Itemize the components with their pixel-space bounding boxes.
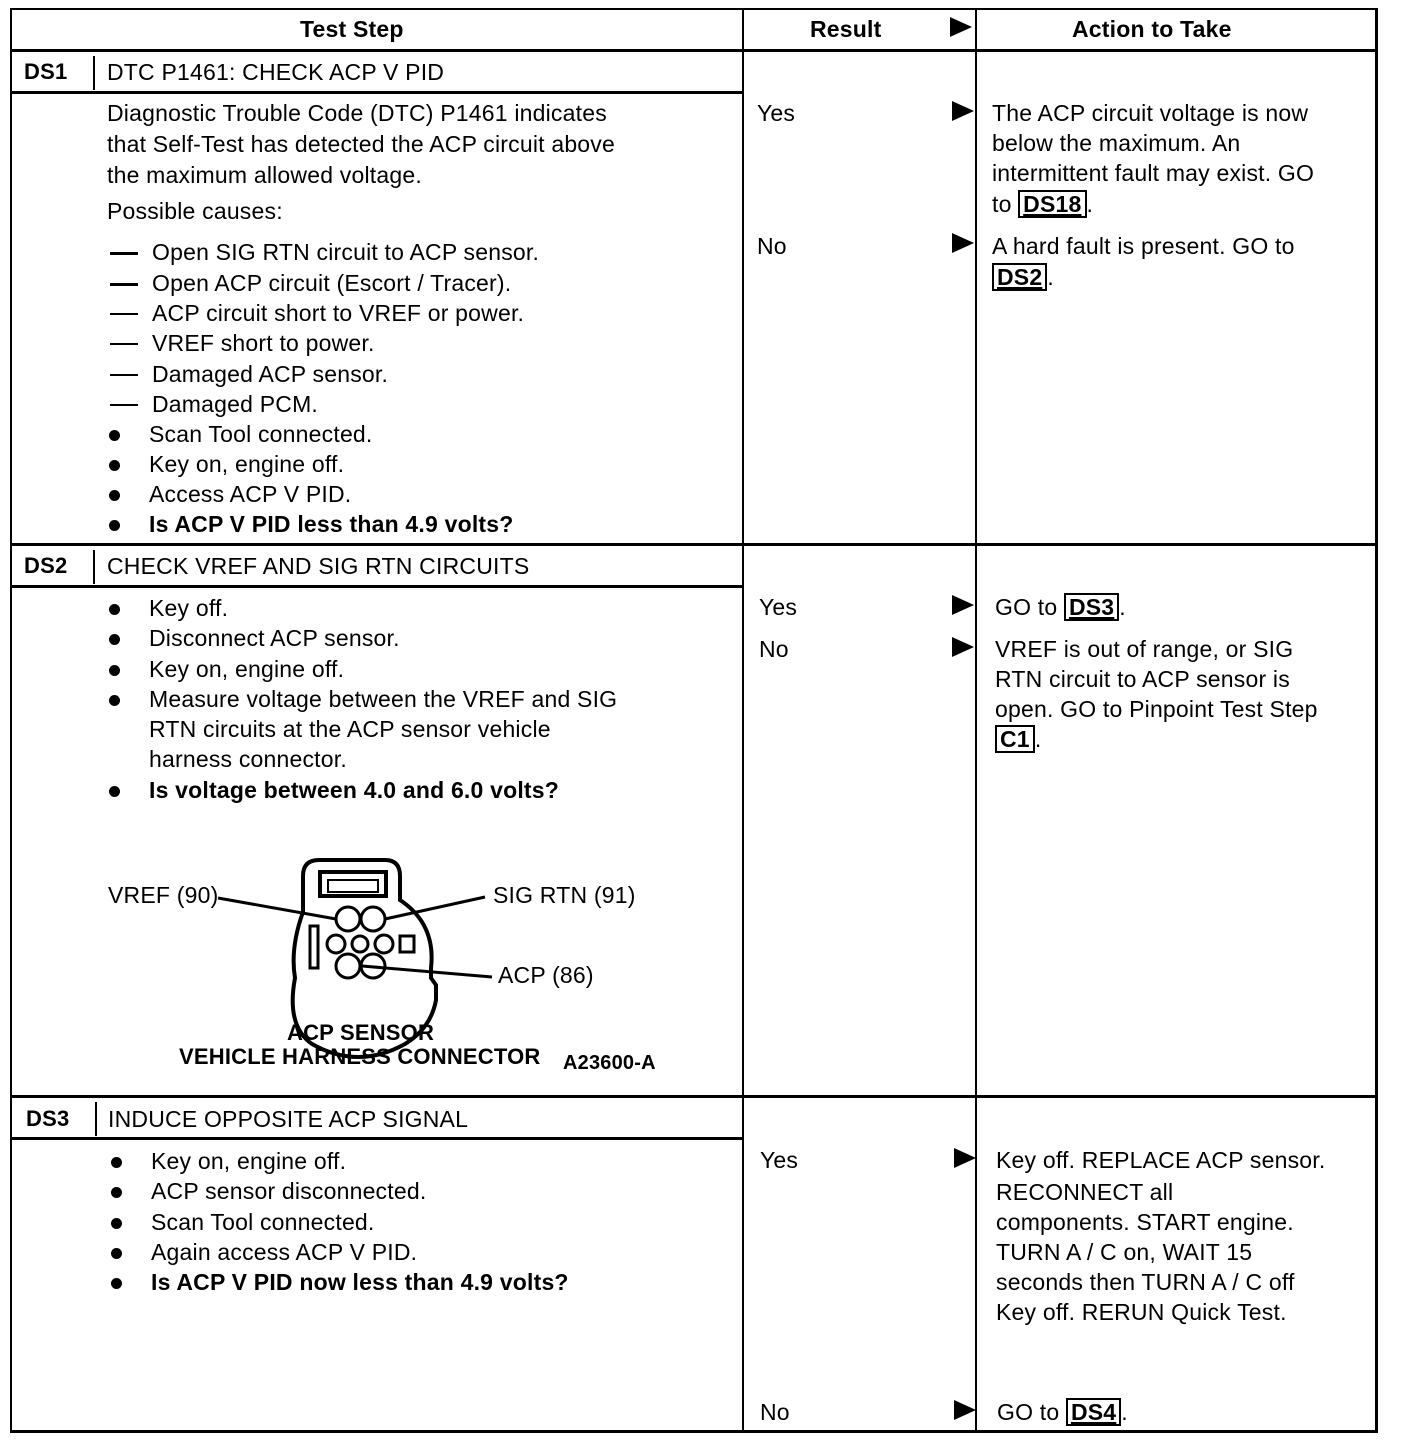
ds1-description-line: Diagnostic Trouble Code (DTC) P1461 indicates bbox=[107, 100, 607, 126]
ds1-action-yes-line: below the maximum. An bbox=[992, 130, 1241, 156]
ds3-bullet: Scan Tool connected. bbox=[151, 1209, 375, 1235]
ds2-bullet: Key off. bbox=[149, 595, 229, 621]
ds1-bullet: Scan Tool connected. bbox=[149, 421, 373, 447]
row-divider-ds2 bbox=[10, 543, 1378, 546]
bullet-icon bbox=[109, 490, 120, 501]
ds3-bullet: Again access ACP V PID. bbox=[151, 1239, 418, 1265]
ds2-action-no-suffix: . bbox=[1034, 726, 1042, 752]
ds1-action-yes-line: intermittent fault may exist. GO bbox=[992, 160, 1315, 186]
key-right bbox=[400, 936, 414, 952]
ds2-action-yes-prefix: GO to bbox=[995, 594, 1064, 620]
diagram-caption-line2: VEHICLE HARNESS CONNECTOR bbox=[179, 1044, 541, 1069]
result-arrow-icon bbox=[952, 233, 974, 253]
ds2-step-id: DS2 bbox=[24, 553, 68, 578]
ds3-result-no: No bbox=[760, 1399, 790, 1425]
bullet-icon bbox=[111, 1218, 122, 1229]
ds1-cause: Open SIG RTN circuit to ACP sensor. bbox=[152, 239, 540, 265]
ds3-title-underline bbox=[10, 1137, 744, 1140]
header-arrow-icon bbox=[950, 17, 972, 37]
ds1-description-line: the maximum allowed voltage. bbox=[107, 162, 422, 188]
ds2-action-yes-ref-line bbox=[995, 592, 1126, 622]
ds2-result-yes: Yes bbox=[759, 594, 798, 620]
diagram-label-vref: VREF (90) bbox=[108, 882, 219, 908]
ds1-cause: Damaged ACP sensor. bbox=[152, 361, 389, 387]
result-arrow-icon bbox=[954, 1148, 976, 1168]
pin-acp bbox=[336, 954, 360, 978]
dash-icon bbox=[110, 283, 138, 286]
ds3-action-yes-line: Key off. RERUN Quick Test. bbox=[996, 1299, 1287, 1325]
bullet-icon bbox=[109, 695, 120, 706]
result-arrow-icon bbox=[952, 101, 974, 121]
ds3-result-yes: Yes bbox=[760, 1147, 799, 1173]
ds2-bullet-cont: RTN circuits at the ACP sensor vehicle bbox=[149, 716, 551, 742]
header-bottom-line bbox=[10, 49, 1378, 52]
bullet-icon bbox=[111, 1248, 122, 1259]
ds1-description-line: that Self-Test has detected the ACP circuit above bbox=[107, 131, 615, 157]
col-divider-2 bbox=[975, 8, 977, 1432]
ds2-bullet: Key on, engine off. bbox=[149, 656, 345, 682]
ds2-action-no-ref-line bbox=[995, 724, 1041, 754]
diagram-label-acp: ACP (86) bbox=[498, 962, 594, 988]
ds1-action-no-line: A hard fault is present. GO to bbox=[992, 233, 1295, 259]
ds1-question: Is ACP V PID less than 4.9 volts? bbox=[149, 511, 514, 537]
ds2-id-separator bbox=[93, 550, 95, 584]
result-arrow-icon bbox=[952, 595, 974, 615]
ds1-cause: ACP circuit short to VREF or power. bbox=[152, 300, 525, 326]
pin-center bbox=[352, 936, 368, 952]
bullet-icon bbox=[109, 430, 120, 441]
result-arrow-icon bbox=[954, 1400, 976, 1420]
ds3-action-yes-line: RECONNECT all bbox=[996, 1179, 1174, 1205]
ds1-id-separator bbox=[93, 56, 95, 90]
col-divider-1 bbox=[742, 8, 744, 1432]
ds3-bullet: Key on, engine off. bbox=[151, 1148, 347, 1174]
ds1-action-yes-ref-line bbox=[992, 189, 1093, 219]
table-left-border bbox=[10, 8, 12, 1432]
diagram-figure-id: A23600-A bbox=[563, 1052, 656, 1074]
bullet-icon bbox=[111, 1187, 122, 1198]
ds1-step-title: DTC P1461: CHECK ACP V PID bbox=[107, 59, 445, 85]
ds1-action-yes-prefix: to bbox=[992, 191, 1019, 217]
ds1-action-yes-ref[interactable]: DS18 bbox=[1018, 190, 1086, 218]
ds3-step-title: INDUCE OPPOSITE ACP SIGNAL bbox=[108, 1106, 469, 1132]
bullet-icon bbox=[109, 520, 120, 531]
header-action: Action to Take bbox=[1072, 16, 1232, 42]
ds2-action-no-ref[interactable]: C1 bbox=[995, 725, 1035, 753]
dash-icon bbox=[110, 252, 138, 255]
connector-latch-inner bbox=[328, 880, 378, 892]
ds1-action-no-suffix: . bbox=[1047, 264, 1054, 290]
ds2-bullet: Disconnect ACP sensor. bbox=[149, 625, 400, 651]
ds2-bullet-cont: harness connector. bbox=[149, 746, 347, 772]
ds2-title-underline bbox=[10, 585, 744, 588]
ds1-result-no: No bbox=[757, 233, 787, 259]
diagram-caption-line1: ACP SENSOR bbox=[287, 1020, 435, 1045]
ds1-bullet: Key on, engine off. bbox=[149, 451, 345, 477]
dash-icon bbox=[110, 404, 138, 406]
table-top-border bbox=[10, 8, 1376, 10]
ds1-cause: Damaged PCM. bbox=[152, 391, 319, 417]
ds1-action-yes-line: The ACP circuit voltage is now bbox=[992, 100, 1309, 126]
key-left bbox=[310, 926, 318, 968]
leader-vref bbox=[218, 898, 336, 919]
ds3-action-yes-line: components. START engine. bbox=[996, 1209, 1294, 1235]
ds3-step-id: DS3 bbox=[26, 1106, 70, 1131]
ds2-result-no: No bbox=[759, 636, 789, 662]
ds1-cause: VREF short to power. bbox=[152, 330, 375, 356]
ds1-result-yes: Yes bbox=[757, 100, 796, 126]
ds3-question: Is ACP V PID now less than 4.9 volts? bbox=[151, 1269, 569, 1295]
ds1-cause: Open ACP circuit (Escort / Tracer). bbox=[152, 270, 512, 296]
ds1-action-no-ref[interactable]: DS2 bbox=[992, 263, 1047, 291]
ds2-action-yes-ref[interactable]: DS3 bbox=[1064, 593, 1119, 621]
table-right-border bbox=[1375, 8, 1378, 1432]
ds1-bullet: Access ACP V PID. bbox=[149, 481, 352, 507]
diagram-label-sigrtn: SIG RTN (91) bbox=[493, 882, 636, 908]
ds3-action-yes-line: Key off. REPLACE ACP sensor. bbox=[996, 1147, 1326, 1173]
bullet-icon bbox=[109, 604, 120, 615]
ds2-action-yes-suffix: . bbox=[1119, 594, 1126, 620]
bullet-icon bbox=[109, 665, 120, 676]
pin-right bbox=[375, 935, 393, 953]
header-test-step: Test Step bbox=[300, 16, 404, 42]
ds2-action-no-line: RTN circuit to ACP sensor is bbox=[995, 666, 1290, 692]
table-bottom-border bbox=[10, 1430, 1378, 1433]
ds3-action-no-prefix: GO to bbox=[997, 1399, 1066, 1425]
ds1-step-id: DS1 bbox=[24, 59, 68, 84]
ds3-action-no-suffix: . bbox=[1121, 1399, 1128, 1425]
ds2-step-title: CHECK VREF AND SIG RTN CIRCUITS bbox=[107, 553, 530, 579]
ds2-action-no-line: VREF is out of range, or SIG bbox=[995, 636, 1294, 662]
result-arrow-icon bbox=[952, 637, 974, 657]
bullet-icon bbox=[111, 1157, 122, 1168]
dash-icon bbox=[110, 343, 138, 345]
dash-icon bbox=[110, 313, 138, 315]
bullet-icon bbox=[109, 460, 120, 471]
pin-left bbox=[327, 935, 345, 953]
ds1-title-underline bbox=[10, 91, 744, 94]
pin-sigrtn bbox=[361, 907, 385, 931]
dash-icon bbox=[110, 374, 138, 376]
header-result: Result bbox=[810, 16, 882, 42]
ds1-action-no-ref-line bbox=[992, 262, 1054, 292]
ds1-possible-causes-label: Possible causes: bbox=[107, 198, 283, 224]
bullet-icon bbox=[109, 786, 120, 797]
ds3-action-yes-line: TURN A / C on, WAIT 15 bbox=[996, 1239, 1253, 1265]
ds2-question: Is voltage between 4.0 and 6.0 volts? bbox=[149, 777, 560, 803]
pin-vref bbox=[336, 907, 360, 931]
ds1-action-yes-suffix: . bbox=[1086, 191, 1094, 217]
ds3-bullet: ACP sensor disconnected. bbox=[151, 1178, 427, 1204]
ds3-action-yes-line: seconds then TURN A / C off bbox=[996, 1269, 1295, 1295]
ds3-id-separator bbox=[95, 1102, 97, 1136]
bullet-icon bbox=[111, 1278, 122, 1289]
ds2-action-no-line: open. GO to Pinpoint Test Step bbox=[995, 696, 1318, 722]
ds2-bullet: Measure voltage between the VREF and SIG bbox=[149, 686, 618, 712]
row-divider-ds3 bbox=[10, 1095, 1378, 1098]
bullet-icon bbox=[109, 634, 120, 645]
ds3-action-no-ref[interactable]: DS4 bbox=[1066, 1398, 1121, 1426]
ds3-action-no-ref-line bbox=[997, 1397, 1128, 1427]
